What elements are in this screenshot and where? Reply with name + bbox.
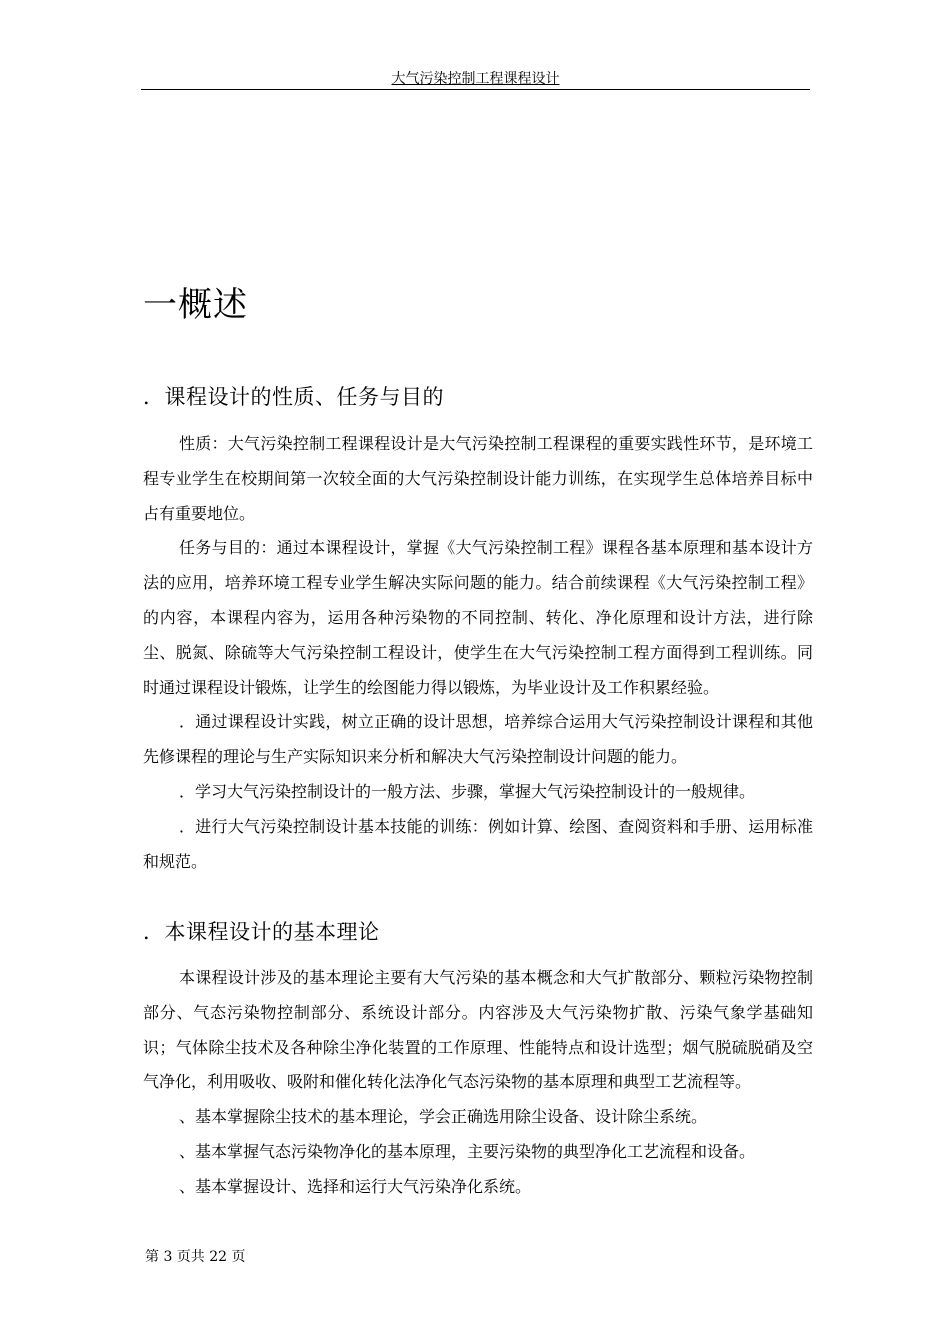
section-1-body — [143, 427, 813, 879]
paragraph-theory-item-3: 、基本掌握设计、选择和运行大气污染净化系统。 — [179, 1176, 532, 1196]
page-header — [141, 70, 810, 90]
paragraph-theory: 本课程设计涉及的基本理论主要有大气污染的基本概念和大气扩散部分、颗粒污染物控制部分、气态污染物控制部分、系统设计部分。内容涉及大气污染物扩散、污染气象学基础知识；气体除尘技术及各种除尘净化装置的工作原理、性能特点和设计选型；烟气脱硫脱硝及空气净化，利用吸收、吸附和催化转化法净化气态污染物的基本原理和典型工艺流程等。 — [143, 968, 813, 1092]
section-2-body — [143, 961, 813, 1205]
paragraph-nature: 性质：大气污染控制工程课程设计是大气污染控制工程课程的重要实践性环节，是环境工程专业学生在校期间第一次较全面的大气污染控制设计能力训练，在实现学生总体培养目标中占有重要地位。 — [143, 434, 813, 523]
paragraph-item-3: ．进行大气污染控制设计基本技能的训练：例如计算、绘图、查阅资料和手册、运用标准和规范。 — [143, 816, 813, 871]
page-number: 第 3 页共 22 页 — [145, 1249, 246, 1265]
paragraph-theory-item-1: 、基本掌握除尘技术的基本理论，学会正确选用除尘设备、设计除尘系统。 — [179, 1107, 708, 1127]
section-title-1: ．课程设计的性质、任务与目的 — [143, 385, 444, 409]
paragraph-item-1: ．通过课程设计实践，树立正确的设计思想，培养综合运用大气污染控制设计课程和其他先修课程的理论与生产实际知识来分析和解决大气污染控制设计问题的能力。 — [143, 712, 813, 767]
paragraph-theory-item-2: 、基本掌握气态污染物净化的基本原理，主要污染物的典型净化工艺流程和设备。 — [179, 1141, 756, 1161]
section-title-2: ．本课程设计的基本理论 — [143, 920, 380, 944]
header-text: 大气污染控制工程课程设计 — [391, 71, 560, 87]
paragraph-item-2: ．学习大气污染控制设计的一般方法、步骤，掌握大气污染控制设计的一般规律。 — [179, 781, 756, 801]
chapter-title: 一概述 — [143, 285, 248, 325]
paragraph-task-purpose: 任务与目的：通过本课程设计，掌握《大气污染控制工程》课程各基本原理和基本设计方法的应用，培养环境工程专业学生解决实际问题的能力。结合前续课程《大气污染控制工程》的内容，本课程内容为，运用各种污染物的不同控制、转化、净化原理和设计方法，进行除尘、脱氮、除硫等大气污染控制工程设计，使学生在大气污染控制工程方面得到工程训练。同时通过课程设计锻炼，让学生的绘图能力得以锻炼，为毕业设计及工作积累经验。 — [143, 538, 813, 697]
